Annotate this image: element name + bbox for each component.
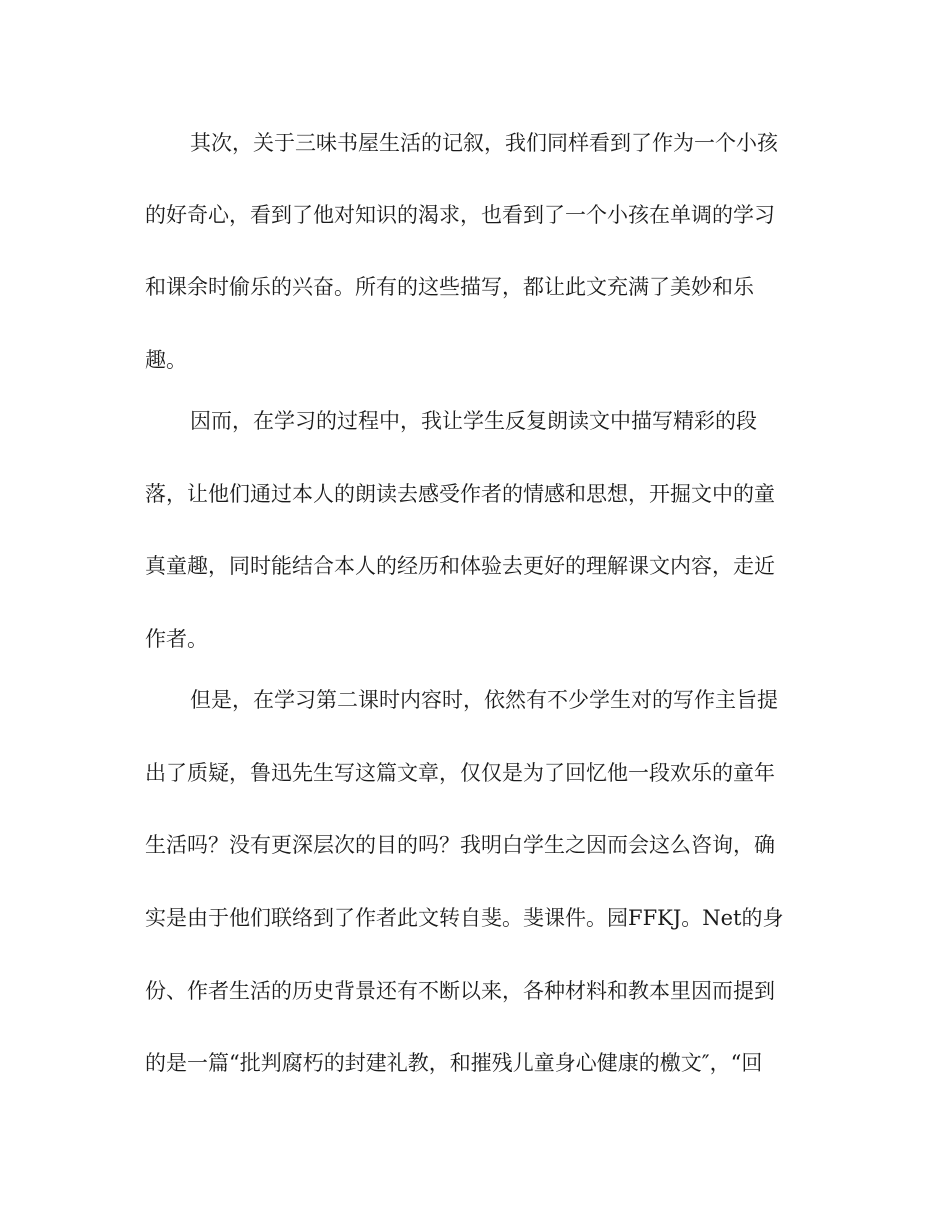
- paragraph-1-line-3: 和课余时偷乐的兴奋。所有的这些描写，都让此文充满了美妙和乐: [145, 275, 754, 299]
- paragraph-3-line-3: 生活吗？没有更深层次的目的吗？我明白学生之因而会这么咨询，确: [145, 833, 775, 857]
- paragraph-3-line-1: 但是，在学习第二课时内容时，依然有不少学生对的写作主旨提: [190, 688, 778, 712]
- paragraph-2-line-4: 作者。: [145, 627, 208, 651]
- paragraph-2-line-2: 落，让他们通过本人的朗读去感受作者的情感和思想，开掘文中的童: [145, 482, 775, 506]
- paragraph-1-line-4: 趣。: [145, 348, 187, 372]
- paragraph-1-line-2: 的好奇心，看到了他对知识的渴求，也看到了一个小孩在单调的学习: [145, 203, 775, 227]
- paragraph-3-line-2: 出了质疑，鲁迅先生写这篇文章，仅仅是为了回忆他一段欢乐的童年: [145, 761, 775, 785]
- paragraph-3-line-6: 的是一篇“批判腐朽的封建礼教，和摧残儿童身心健康的檄文″，“回: [145, 1051, 763, 1075]
- paragraph-3-line-5: 份、作者生活的历史背景还有不断以来，各种材料和教本里因而提到: [145, 979, 775, 1003]
- paragraph-3-line-4: 实是由于他们联络到了作者此文转自斐。斐课件。园FFKJ。Net的身: [145, 906, 784, 930]
- paragraph-1-line-1: 其次，关于三味书屋生活的记叙，我们同样看到了作为一个小孩: [190, 131, 778, 155]
- paragraph-2-line-3: 真童趣，同时能结合本人的经历和体验去更好的理解课文内容，走近: [145, 554, 775, 578]
- paragraph-2-line-1: 因而，在学习的过程中，我让学生反复朗读文中描写精彩的段: [190, 409, 757, 433]
